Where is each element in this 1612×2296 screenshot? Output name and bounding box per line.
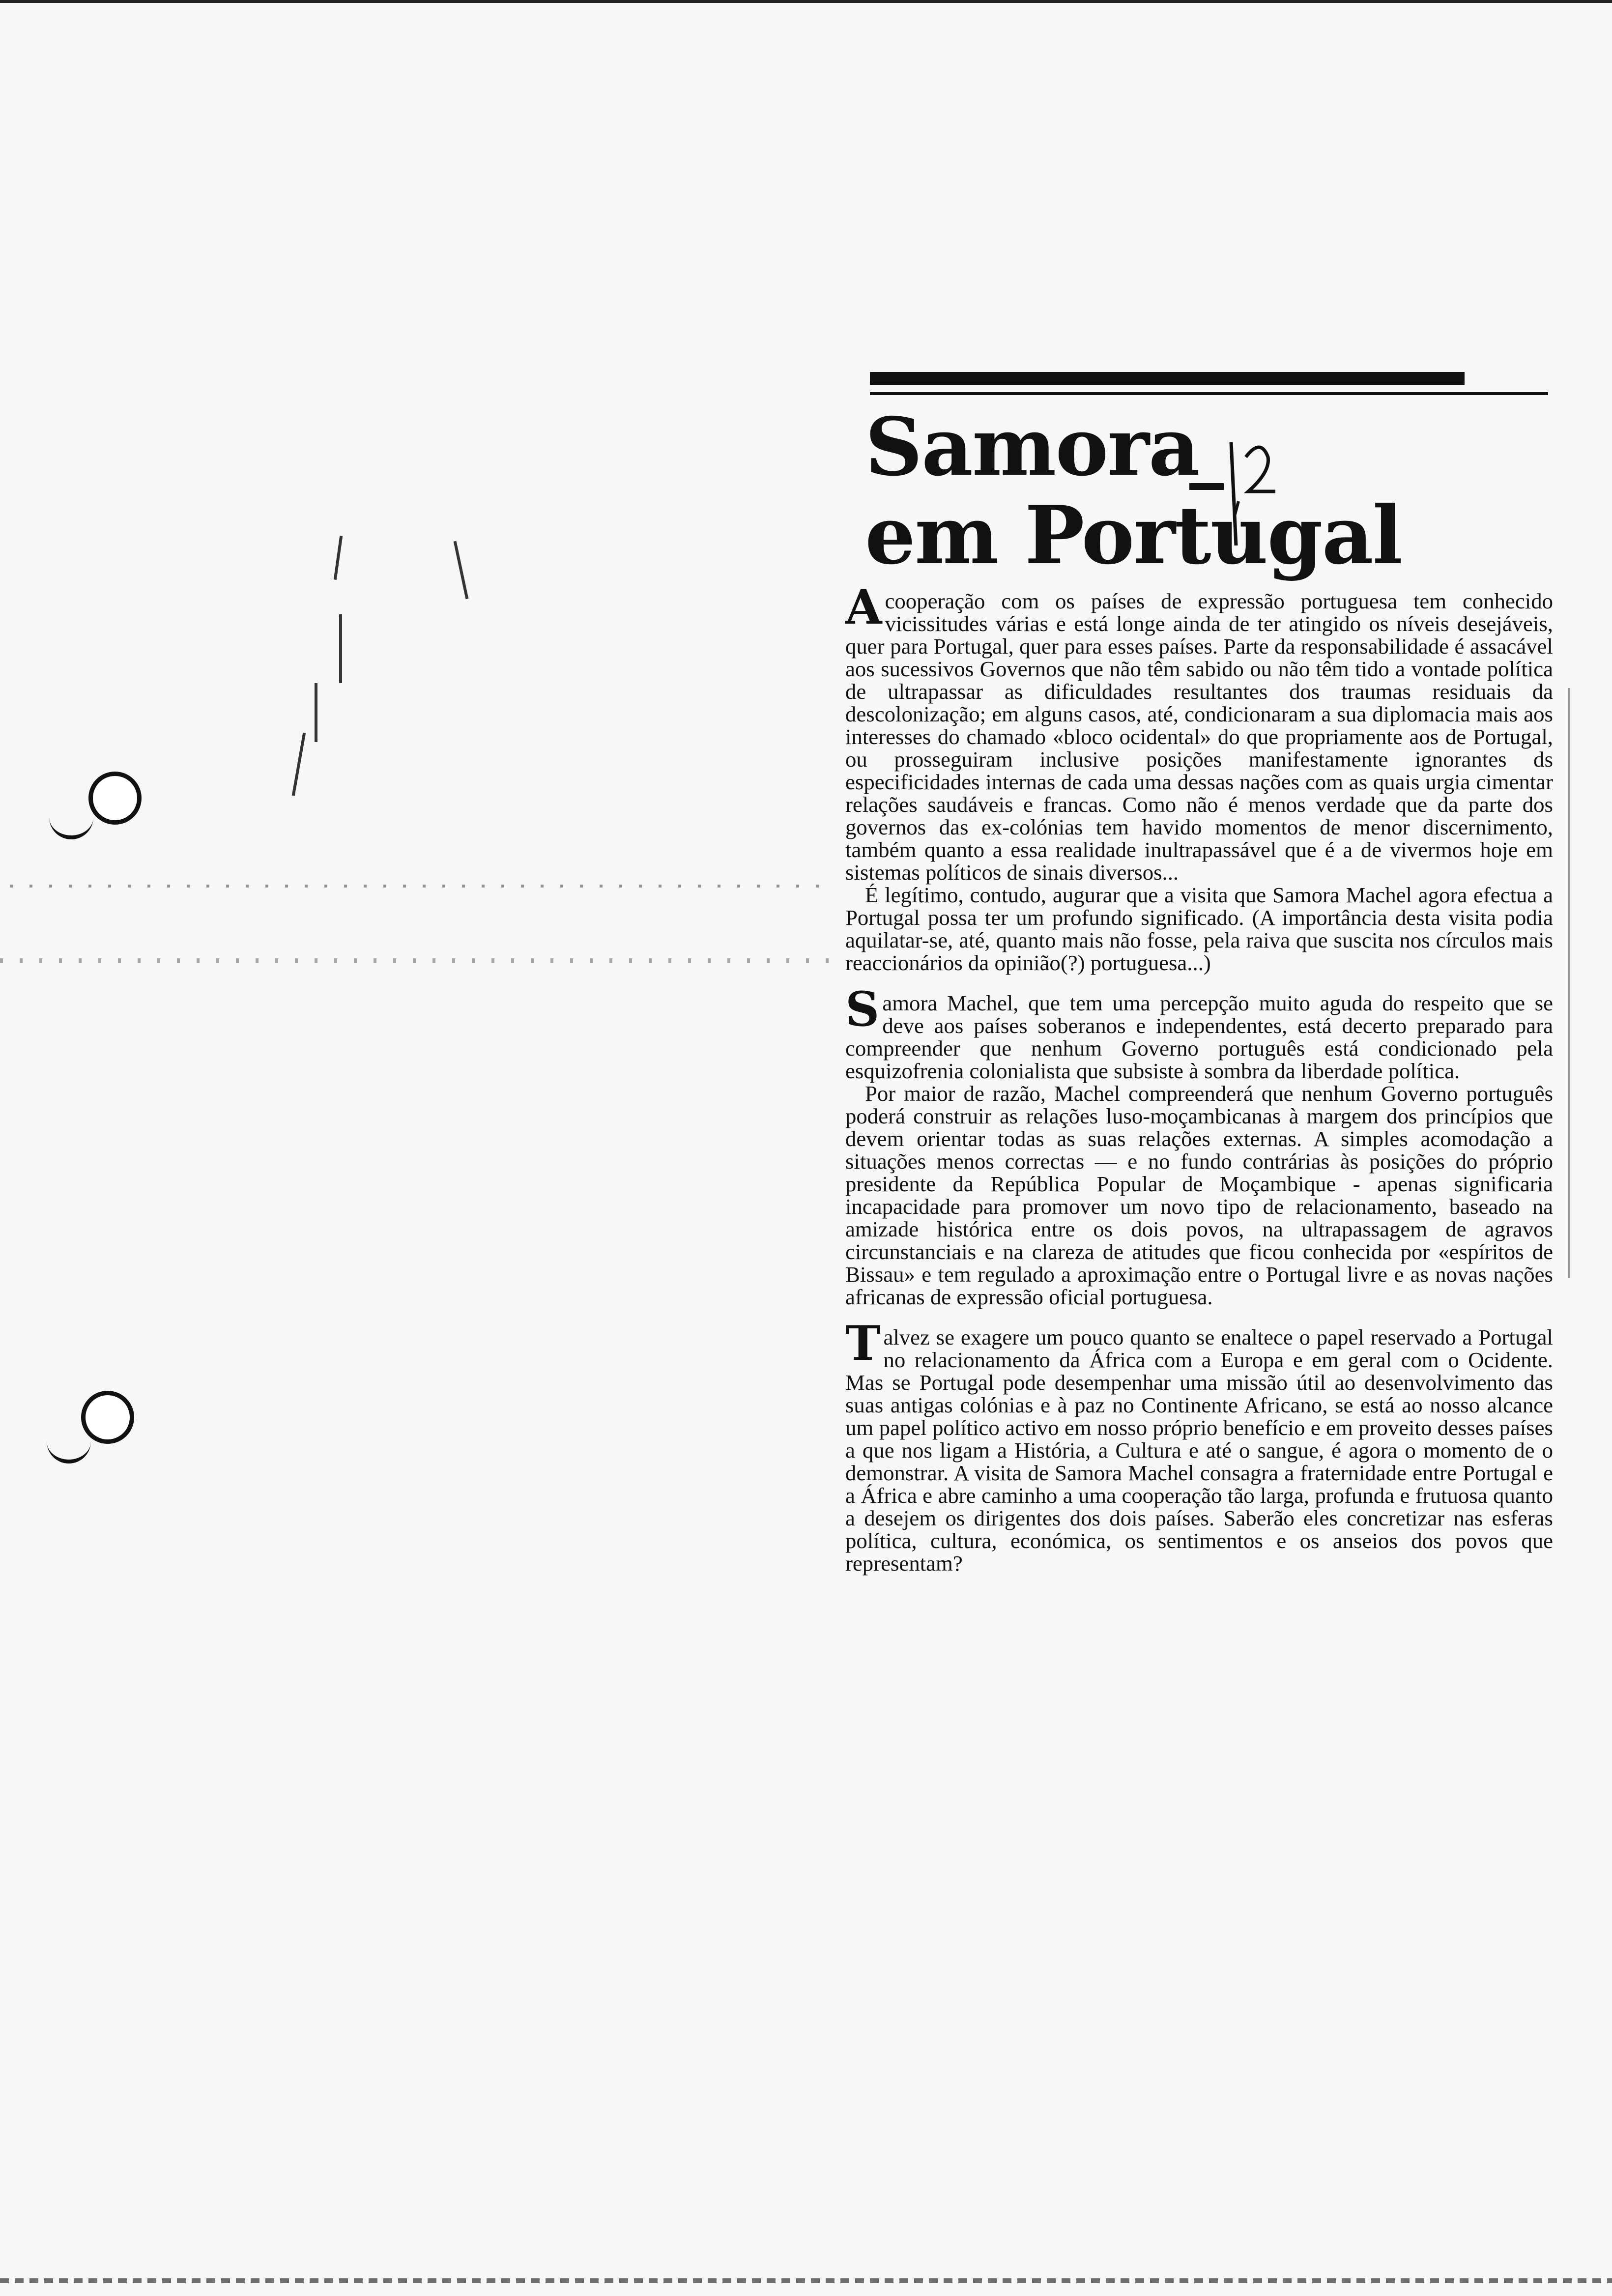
scan-mark [292,732,306,796]
scan-mark [334,536,343,580]
headline-line-1: Samora [865,401,1199,494]
paragraph-5 [845,1316,1553,1576]
paragraph-1 [845,579,1553,885]
scan-mark [315,683,317,742]
drop-cap: A [845,579,882,635]
paragraph-3 [845,981,1553,1083]
paragraph-5-text: alvez se exagere um pouco quanto se enaltece o papel reservado a Portugal no relacionamento da África com a Europa e em geral com o Ocidente. Mas se Portugal pode desempenhar uma missão útil ao desenvolvimento das suas antigas colónias e à paz no Continente Africano, se está ao nosso alcance um papel político activo em nosso próprio benefício e em proveito desses países a que nos ligam a História, a Cultura e até o sangue, é agora o momento de o demonstrar. A visita de Samora Machel consagra a fraternidade entre Portugal e a África e abre caminho a uma cooperação tão larga, profunda e frutuosa quanto a desejem os dirigentes dos dois países. Saberão eles concretizar nas esferas política, cultura, económica, os sentimentos e os anseios dos povos que representam? [845,1325,1553,1576]
paragraph-2: É legítimo, contudo, augurar que a visita que Samora Machel agora efectua a Portugal possa ter um profundo significado. (A importância desta visita podia aquilatar-se, até, quanto mais não fosse, pela raiva que suscita nos círculos mais reaccionários da opinião(?) portuguesa...) [845,883,1553,975]
punch-hole-lower-shadow [47,1430,91,1464]
article-body [845,579,1553,1576]
page-top-edge [0,0,1612,3]
scan-margin-line [1568,688,1570,1278]
punch-hole-upper-shadow [49,806,93,839]
headline-rule-thick [870,372,1465,385]
drop-cap: S [845,981,880,1037]
scan-speckle-row [0,958,845,963]
page-bottom-edge [0,2278,1612,2283]
scan-mark [339,614,342,683]
headline-rule-thin [870,392,1548,395]
headline [865,403,1504,580]
paragraph-4: Por maior de razão, Machel compreenderá que nenhum Governo português poderá construir as relações luso-moçambicanas à margem dos princípios que devem orientar todas as suas relações externas. A simples acomodação a situações menos correctas — e no fundo contrárias às posições do próprio presidente da República Popular de Moçambique - apenas significaria incapacidade para promover um novo tipo de relacionamento, baseado na amizade histórica entre os dois povos, na ultrapassagem de agravos circunstanciais e na clareza de atitudes que ficou conhecida por «espíritos de Bissau» e tem regulado a aproximação entre o Portugal livre e as novas nações africanas de expressão oficial portuguesa. [845,1081,1553,1309]
headline-line-2: em Portugal [865,489,1402,582]
paragraph-3-text: amora Machel, que tem uma percepção muito aguda do respeito que se deve aos países soberanos e independentes, está decerto preparado para compreender que nenhum Governo português está condicionado pela esquizofrenia colonialista que subsiste à sombra da liberdade política. [845,991,1553,1083]
handwritten-annotation [1189,428,1278,555]
scan-speckle-row [10,885,835,888]
scan-mark [454,541,469,600]
drop-cap: T [845,1316,881,1371]
punch-hole-upper [88,772,142,825]
paragraph-1-text: cooperação com os países de expressão portuguesa tem conhecido vicissitudes várias e está longe ainda de ter atingido os níveis desejáveis, quer para Portugal, quer para esses países. Parte da responsabilidade é assacável aos sucessivos Governos que não têm sabido ou não têm tido a vontade política de ultrapassar as dificuldades resultantes dos traumas residuais da descolonização; em alguns casos, até, condicionaram a sua diplomacia mais aos interesses do chamado «bloco ocidental» do que propriamente aos de Portugal, ou prosseguiram inclusive posições manifestamente ignorantes ds especificidades internas de cada uma dessas nações com as quais urgia cimentar relações saudáveis e francas. Como não é menos verdade que da parte dos governos das ex-colónias tem havido momentos de menor discernimento, também quanto a essa realidade inultrapassável que é a de vivermos hoje em sistemas políticos de sinais diversos... [845,589,1553,885]
